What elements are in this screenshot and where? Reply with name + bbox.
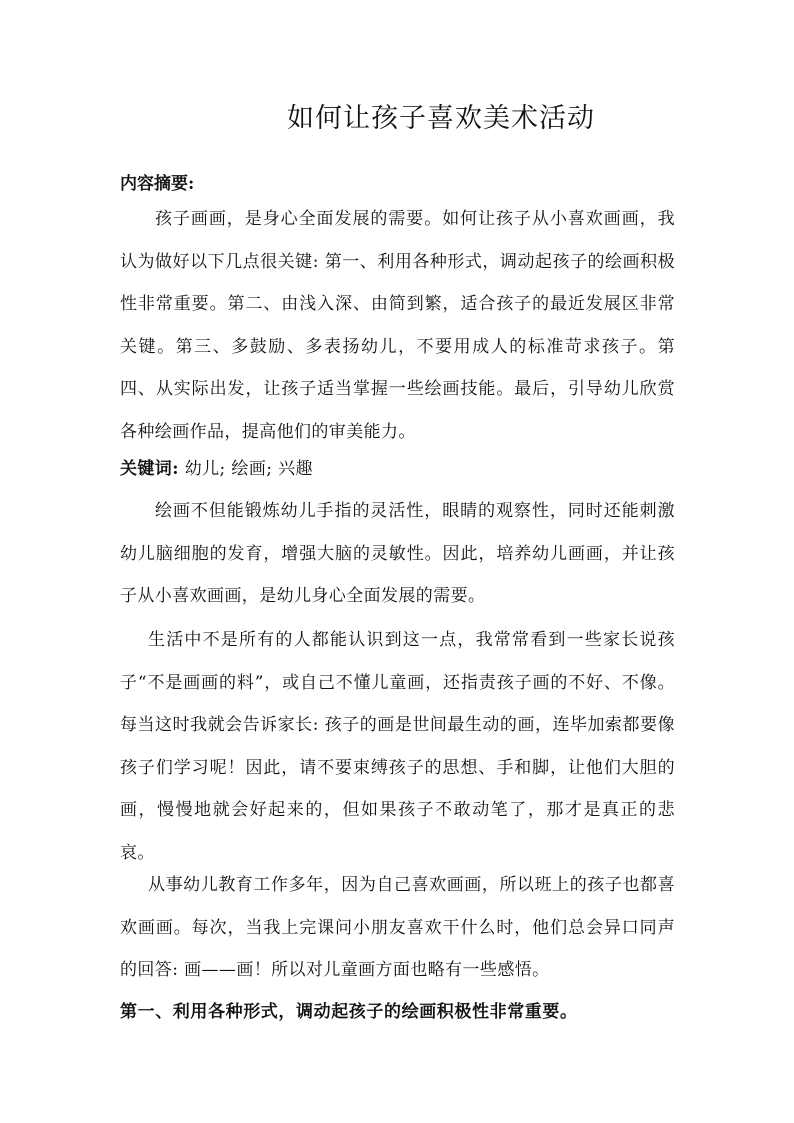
paragraph-2-text: 生活中不是所有的人都能认识到这一点，我常常看到一些家长说孩子“不是画画的料”，或自己不懂儿童画，还指责孩子画的不好、不像。每当这时我就会告诉家长: 孩子的画是世间最生动的画，连毕加索都要像孩子们学习呢！因此，请不要束缚孩子的思想、手和脚，让他们大胆的画，慢慢地就会好起来的，但如果孩子不敢动笔了，那才是真正的悲哀。: [120, 630, 675, 863]
document-title: 如何让孩子喜欢美术活动: [287, 103, 595, 134]
paragraph-1: [120, 490, 675, 618]
paragraph-3-text: 从事幼儿教育工作多年，因为自己喜欢画画，所以班上的孩子也都喜欢画画。每次，当我上完课问小朋友喜欢干什么时，他们总会异口同声的回答: 画——画！所以对儿童画方面也略有一些感悟。: [120, 875, 675, 980]
keywords-label: 关键词:: [120, 459, 179, 479]
paragraph-3: [120, 864, 675, 992]
keywords-line: [120, 448, 675, 491]
keywords-text: 幼儿; 绘画; 兴趣: [178, 459, 313, 479]
paragraph-2: [120, 619, 675, 874]
abstract-label: 内容摘要:: [120, 174, 195, 194]
section-heading-1: 第一、利用各种形式，调动起孩子的绘画积极性非常重要。: [120, 1002, 578, 1022]
abstract-text: 孩子画画，是身心全面发展的需要。如何让孩子从小喜欢画画，我认为做好以下几点很关键: 第一、利用各种形式，调动起孩子的绘画积极性非常重要。第二、由浅入深、由简到繁，适合孩子的最近发展区非常关键。第三、多鼓励、多表扬幼儿，不要用成人的标准苛求孩子。第四、从实际出发，让孩子适当掌握一些绘画技能。最后，引导幼儿欣赏各种绘画作品，提高他们的审美能力。: [120, 209, 675, 442]
abstract-paragraph: [120, 198, 675, 453]
paragraph-1-text: 绘画不但能锻炼幼儿手指的灵活性，眼睛的观察性，同时还能刺激幼儿脑细胞的发育，增强大脑的灵敏性。因此，培养幼儿画画，并让孩子从小喜欢画画，是幼儿身心全面发展的需要。: [120, 501, 675, 606]
